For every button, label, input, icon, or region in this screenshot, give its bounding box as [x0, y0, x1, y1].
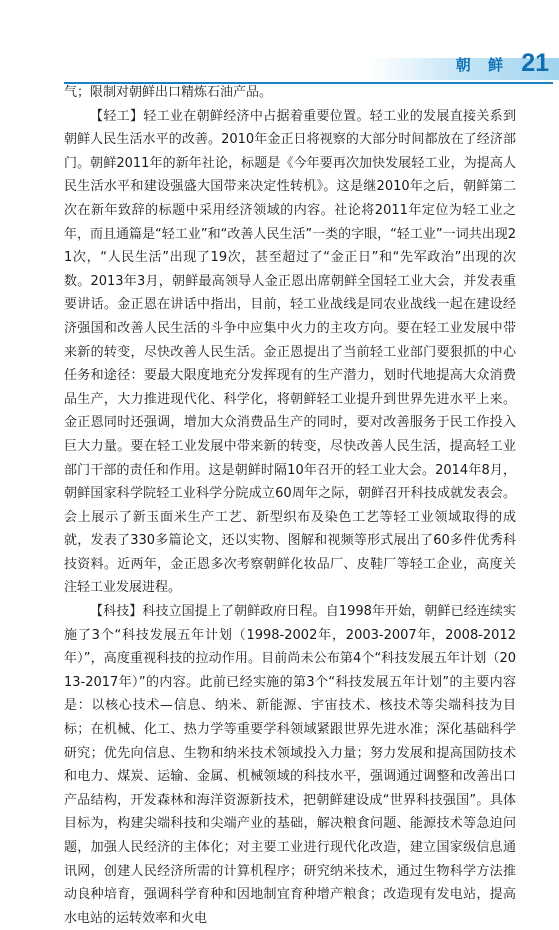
paragraph-continuation: 气；限制对朝鲜出口精炼石油产品。	[64, 85, 273, 100]
paragraph-light-industry: 【轻工】轻工业在朝鲜经济中占据着重要位置。轻工业的发展直接关系到朝鲜人民生活水平的改善。2010年金正日将视察的大部分时间都放在了经济部门。朝鲜2011年的新年社论，标题是《今年要再次加快发展轻工业，为提高人民生活水平和建设强盛大国带来决定性转机》。这是继2010年之后，朝鲜第二次在新年致辞的标题中采用经济领域的内容。社论将2011年定位为轻工业之年，而且通篇是“轻工业”和“改善人民生活”一类的字眼，“轻工业”一词共出现21次，“人民生活”出现了19次，甚至超过了“金正日”和“先军政治”出现的次数。2013年3月，朝鲜最高领导人金正恩出席朝鲜全国轻工业大会，并发表重要讲话。金正恩在讲话中指出，目前，轻工业战线是同农业战线一起在建设经济强国和改善人民生活的斗争中应集中火力的主攻方向。要在轻工业发展中带来新的转变，尽快改善人民生活。金正恩提出了当前轻工业部门要狠抓的中心任务和途径：要最大限度地充分发挥现有的生产潜力，划时代地提高大众消费品生产，大力推进现代化、科学化，将朝鲜轻工业提升到世界先进水平上来。金正恩同时还强调，增加大众消费品生产的同时，要对改善服务于民工作投入巨大力量。要在轻工业发展中带来新的转变，尽快改善人民生活，提高轻工业部门干部的责任和作用。这是朝鲜时隔10年召开的轻工业大会。2014年8月，朝鲜国家科学院轻工业科学分院成立60周年之际，朝鲜召开科技成就发表会。会上展示了新玉面米生产工艺、新型织布及染色工艺等轻工业领域取得的成就，发表了330多篇论文，还以实物、图解和视频等形式展出了60多件优秀科技资料。近两年，金正恩多次考察朝鲜化妆品厂、皮鞋厂等轻工企业，高度关注轻工业发展进程。	[64, 108, 516, 596]
section-title: 朝 鲜	[455, 56, 509, 74]
page-number: 21	[521, 49, 549, 77]
body-text	[64, 81, 516, 930]
page-header	[0, 49, 559, 82]
paragraph-science-technology: 【科技】科技立国提上了朝鲜政府日程。自1998年开始，朝鲜已经连续实施了3个“科技发展五年计划（1998-2002年，2003-2007年，2008-2012年）”，高度重视科技的拉动作用。目前尚未公布第4个“科技发展五年计划（2013-2017年）”的内容。此前已经实施的第3个“科技发展五年计划”的主要内容是：以核心技术—信息、纳米、新能源、宇宙技术、核技术等尖端科技为目标；在机械、化工、热力学等重要学科领域紧跟世界先进水准；深化基础科学研究；优先向信息、生物和纳米技术领域投入力量；努力发展和提高国防技术和电力、煤炭、运输、金属、机械领域的科技水平，强调通过调整和改善出口产品结构，开发森林和海洋资源新技术，把朝鲜建设成“世界科技强国”。具体目标为，构建尖端科技和尖端产业的基础，解决粮食问题、能源技术等急迫问题，加强人民经济的主体化；对主要工业进行现代化改造，建立国家级信息通讯网，创建人民经济所需的计算机程序；研究纳米技术，通过生物科学方法推动良种培育，强调科学育种和因地制宜育种增产粮食；改造现有发电站，提高水电站的运转效率和火电	[64, 604, 516, 926]
